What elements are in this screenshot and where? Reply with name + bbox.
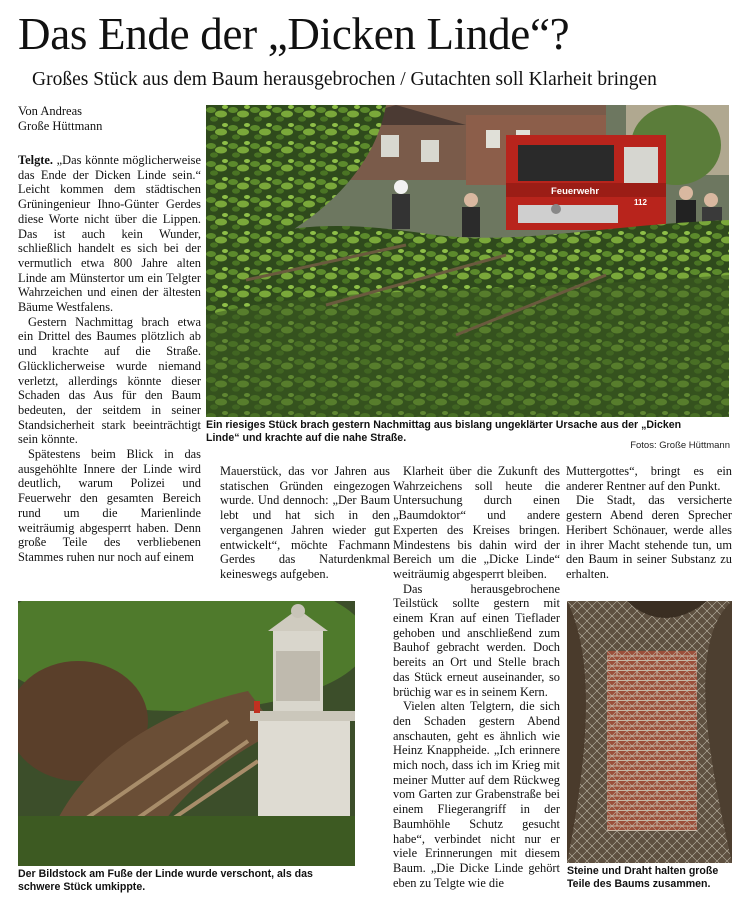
paragraph: Das herausgebrochene Teilstück sollte gestern mit einem Kran auf einen Tieflader gehoben und anschließend zum Bauhof gebracht werden. Doch bereits an Ort und Stelle brach das Stück erneut auseinander, so brüchig war es in seinem Kern. bbox=[393, 581, 560, 699]
fire-truck-label: Feuerwehr bbox=[551, 186, 600, 197]
paragraph-text: „Das könnte möglicherweise das Ende der Dicken Linde sein.“ Leicht kommen dem städtischen Grüningenieur Ihno-Günter Gerdes diese Worte nicht über die Lippen. Das ist auch kein Wunder, schließlich handelt es sich bei der vermutlich etwa 800 Jahre alten Linde am Münstertor um ein Telgter Wahrzeichen und einen der ältesten Bäume Westfalens. bbox=[18, 153, 201, 315]
paragraph bbox=[18, 153, 201, 315]
article-column-1 bbox=[18, 153, 201, 565]
fire-truck-number: 112 bbox=[634, 198, 647, 207]
wall-photo bbox=[567, 601, 732, 863]
paragraph: Gestern Nachmittag brach etwa ein Drittel des Baumes plötzlich ab und krachte auf die Straße. Glücklicherweise wurde niemand verletzt, allerdings könnte dieser Schaden das Aus für den Baum bedeuten, der seitdem in seiner Standsicherheit stark beeinträchtigt sein könnte. bbox=[18, 314, 201, 447]
main-photo bbox=[206, 105, 729, 417]
bildstock-photo bbox=[18, 601, 355, 866]
bildstock-photo-caption: Der Bildstock am Fuße der Linde wurde verschont, als das schwere Stück umkippte. bbox=[18, 868, 313, 893]
article-column-3 bbox=[393, 464, 560, 890]
paragraph: Spätestens beim Blick in das ausgehöhlte Innere der Linde wird deutlich, warum Polizei und Feuerwehr den gesamten Bereich rund um die Marienlinde weiträumig abgesperrt haben. Denn große Teile des verbliebenen Stammes ruhen nur noch auf einem bbox=[18, 447, 201, 564]
wall-photo-image bbox=[567, 601, 732, 863]
paragraph: Muttergottes“, bringt es ein anderer Rentner auf den Punkt. bbox=[566, 464, 732, 493]
article-subheadline: Großes Stück aus dem Baum herausgebrochen / Gutachten soll Klarheit bringen bbox=[32, 69, 657, 90]
dateline: Telgte. bbox=[18, 153, 53, 167]
article-column-4 bbox=[566, 464, 732, 582]
paragraph: Mauerstück, das vor Jahren aus statischen Gründen eingezogen wurde. Und dennoch: „Der Baum lebt und hat sich in den vergangenen Jahren wieder gut entwickelt“, möchte Fachmann Gerdes das Naturdenkmal keineswegs aufgeben. bbox=[220, 464, 390, 581]
byline-line-1: Von Andreas bbox=[18, 104, 83, 118]
main-photo-caption: Ein riesiges Stück brach gestern Nachmittag aus bislang ungeklärter Ursache aus der „Dicken Linde“ und krachte auf die nahe Straße. bbox=[206, 419, 682, 444]
byline-line-2: Große Hüttmann bbox=[18, 119, 103, 133]
bildstock-photo-image bbox=[18, 601, 355, 866]
wall-photo-caption: Steine und Draht halten große Teile des Baums zusammen. bbox=[567, 865, 719, 890]
article-column-2 bbox=[220, 464, 390, 582]
photo-credit: Fotos: Große Hüttmann bbox=[630, 440, 730, 451]
paragraph: Vielen alten Telgtern, die sich den Schaden gestern Abend anschauten, geht es ähnlich wie Heinz Knappheide. „Ich erinnere mich noch, dass ich im Krieg mit meiner Mutter auf dem Rückweg vom Garten zur Grabenstraße bei einem Fliegerangriff in der Baumhöhle Schutz gesucht habe“, verbindet nicht nur er viele Erinnerungen mit diesem Baum. „Die Dicke Linde gehört eben zu Telgte wie die bbox=[393, 699, 560, 890]
byline bbox=[18, 104, 203, 134]
article-headline: Das Ende der „Dicken Linde“? bbox=[18, 9, 570, 59]
paragraph: Die Stadt, das versicherte gestern Abend deren Sprecher Heribert Schönauer, werde alles in ihrer Macht stehende tun, um den Baum in seiner Substanz zu erhalten. bbox=[566, 493, 732, 581]
paragraph: Klarheit über die Zukunft des Wahrzeichens soll heute die Untersuchung durch einen „Baumdoktor“ und andere Experten des Kreises bringen. Mindestens bis dahin wird der Bereich um die „Dicke Linde“ weiträumig abgesperrt bleiben. bbox=[393, 464, 560, 581]
main-photo-image bbox=[206, 105, 729, 417]
